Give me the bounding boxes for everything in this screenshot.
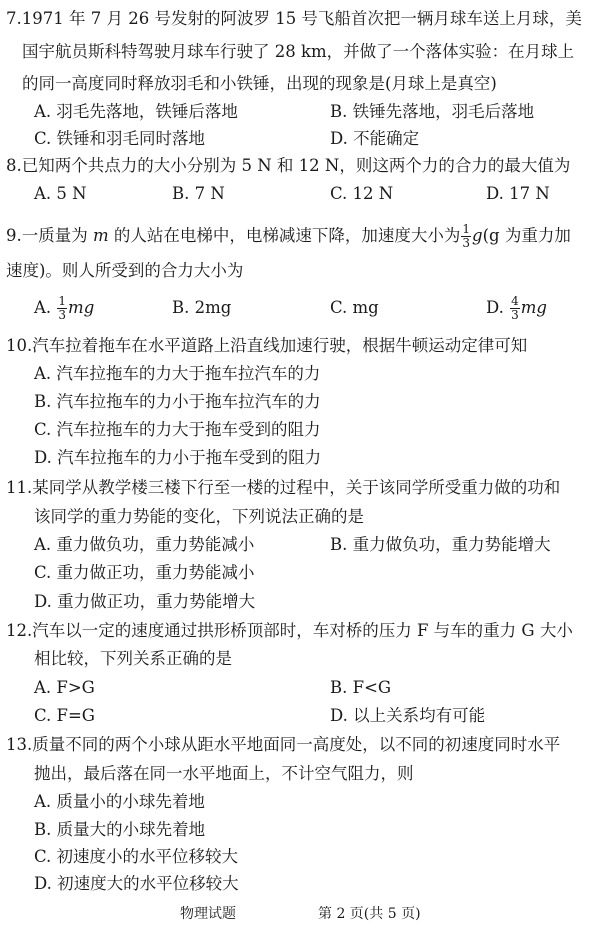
q7-stem-line-2: 国宇航员斯科特驾驶月球车行驶了 28 km，并做了一个落体实验：在月球上 xyxy=(22,42,575,61)
q8-option-b: B. 7 N xyxy=(172,184,225,203)
q11-stem-line-1: 11.某同学从教学楼三楼下行至一楼的过程中，关于该同学所受重力做的功和 xyxy=(6,478,561,497)
q12-option-d: D. 以上关系均有可能 xyxy=(330,706,486,725)
q12-option-b: B. F<G xyxy=(330,678,392,697)
q8-option-c: C. 12 N xyxy=(330,184,394,203)
q10-option-a: A. 汽车拉拖车的力大于拖车拉汽车的力 xyxy=(34,364,321,383)
q9-option-a: A. $\frac{1}{3}$ mg xyxy=(34,294,95,322)
q7-stem-line-3: 的同一高度同时释放羽毛和小铁锤，出现的现象是(月球上是真空) xyxy=(22,74,497,93)
q9-stem-line-1: 9.一质量为 m 的人站在电梯中，电梯减速下降，加速度大小为 $\frac{1}{3}$ g(g 为重力加 xyxy=(6,222,571,250)
q10-option-b: B. 汽车拉拖车的力小于拖车拉汽车的力 xyxy=(34,392,321,411)
q9-option-d: D. $\frac{4}{3}$ mg xyxy=(486,294,547,322)
q12-option-c: C. F=G xyxy=(34,706,95,725)
q11-stem-line-2: 该同学的重力势能的变化，下列说法正确的是 xyxy=(34,507,364,526)
q9-option-d-fraction: $\frac{4}{3}$ xyxy=(511,294,519,322)
q12-option-a: A. F>G xyxy=(34,678,95,697)
q11-option-c: C. 重力做正功，重力势能减小 xyxy=(34,563,255,582)
q8-stem: 8.已知两个共点力的大小分别为 5 N 和 12 N，则这两个力的合力的最大值为 xyxy=(6,156,571,175)
q13-option-d: D. 初速度大的水平位移较大 xyxy=(34,874,239,893)
q12-stem-line-2: 相比较，下列关系正确的是 xyxy=(34,649,232,668)
q10-option-d: D. 汽车拉拖车的力小于拖车受到的阻力 xyxy=(34,448,322,467)
q8-option-a: A. 5 N xyxy=(34,184,87,203)
q13-stem-line-2: 抛出，最后落在同一水平地面上，不计空气阻力，则 xyxy=(34,764,414,783)
q9-option-a-fraction: $\frac{1}{3}$ xyxy=(58,294,67,322)
q9-option-c: C. mg xyxy=(330,298,379,317)
q7-option-c: C. 铁锤和羽毛同时落地 xyxy=(34,129,206,148)
q13-option-b: B. 质量大的小球先着地 xyxy=(34,820,206,839)
footer-subject: 物理试题 xyxy=(180,906,236,922)
q7-stem-line-1: 7.1971 年 7 月 26 号发射的阿波罗 15 号飞船首次把一辆月球车送上月球，美 xyxy=(6,9,582,28)
q10-stem: 10.汽车拉着拖车在水平道路上沿直线加速行驶，根据牛顿运动定律可知 xyxy=(6,336,528,355)
q11-option-d: D. 重力做正功，重力势能增大 xyxy=(34,592,256,611)
q9-fraction: $\frac{1}{3}$ xyxy=(462,222,471,250)
q11-option-a: A. 重力做负功，重力势能减小 xyxy=(34,535,255,554)
q7-option-d: D. 不能确定 xyxy=(330,129,420,148)
q13-option-a: A. 质量小的小球先着地 xyxy=(34,792,205,811)
q8-option-d: D. 17 N xyxy=(486,184,550,203)
q7-option-b: B. 铁锤先落地，羽毛后落地 xyxy=(330,102,535,121)
q13-stem-line-1: 13.质量不同的两个小球从距水平地面同一高度处，以不同的初速度同时水平 xyxy=(6,735,561,754)
q9-stem-line-2: 速度)。则人所受到的合力大小为 xyxy=(6,261,244,280)
q13-option-c: C. 初速度小的水平位移较大 xyxy=(34,847,239,866)
q9-option-b: B. 2mg xyxy=(172,298,232,317)
footer-page-number: 第 2 页(共 5 页) xyxy=(318,906,421,922)
q12-stem-line-1: 12.汽车以一定的速度通过拱形桥顶部时，车对桥的压力 F 与车的重力 G 大小 xyxy=(6,621,573,640)
q10-option-c: C. 汽车拉拖车的力大于拖车受到的阻力 xyxy=(34,420,321,439)
q7-option-a: A. 羽毛先落地，铁锤后落地 xyxy=(34,102,238,121)
q11-option-b: B. 重力做负功，重力势能增大 xyxy=(330,535,551,554)
